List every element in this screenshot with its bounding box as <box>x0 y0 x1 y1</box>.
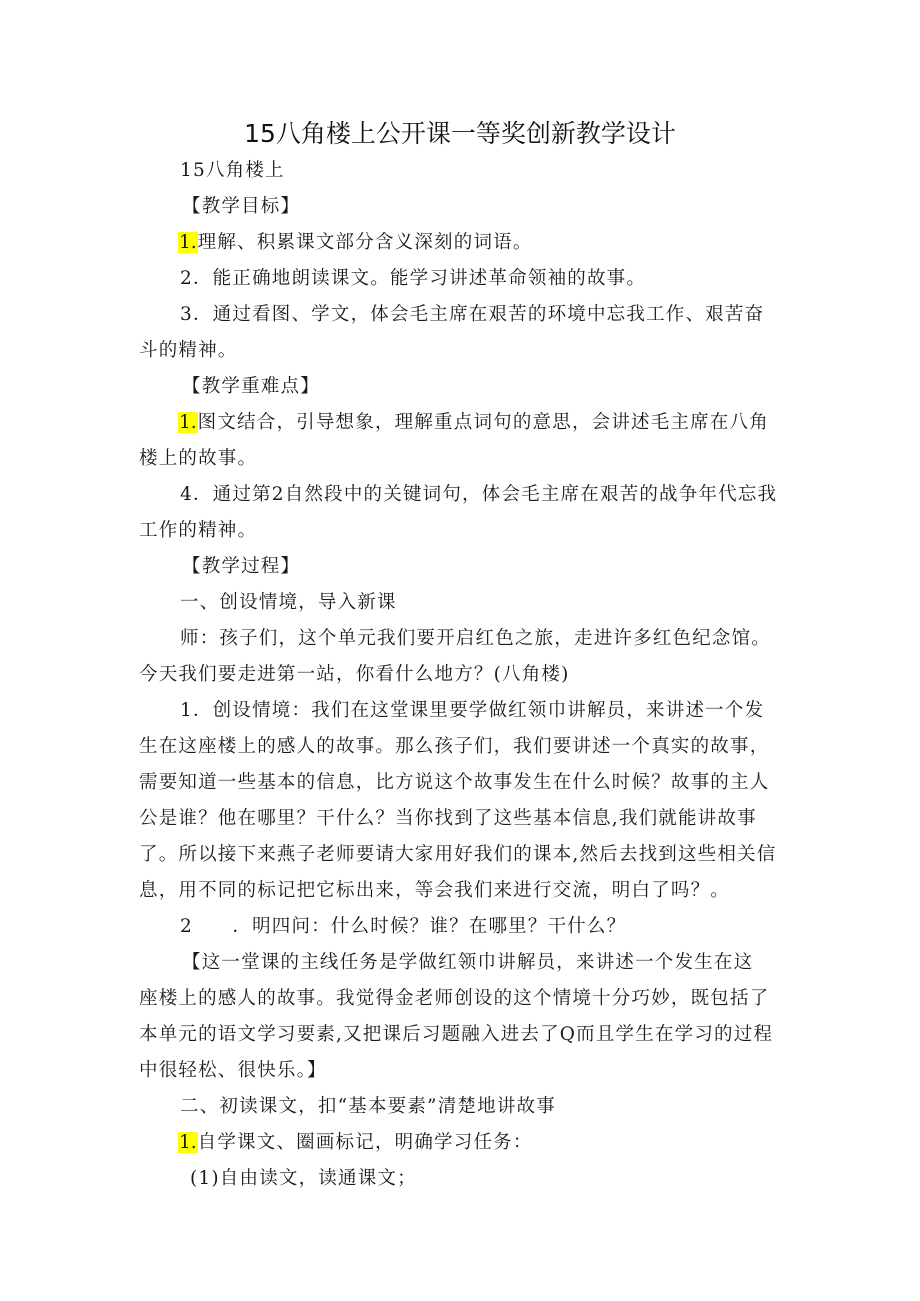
document-title: 15八角楼上公开课一等奖创新教学设计 <box>244 119 676 148</box>
process-step-2-heading: 二、初读课文，扣“基本要素”清楚地讲故事 <box>180 1096 556 1117</box>
objective-item-2: 2．能正确地朗读课文。能学习讲述革命领袖的故事。 <box>180 268 647 289</box>
teacher-speech-line-2: 今天我们要走进第一站，你看什么地方？(八角楼) <box>139 664 570 685</box>
key-point-item-1-text: 图文结合，引导想象，理解重点词句的意思，会讲述毛主席在八角 <box>197 412 769 433</box>
commentary-line-3: 本单元的语文学习要素,又把课后习题融入进去了Q而且学生在学习的过程 <box>139 1024 774 1045</box>
commentary-line-1: 【这一堂课的主线任务是学做红领巾讲解员，来讲述一个发生在这 <box>182 952 754 973</box>
section-heading-key-points: 【教学重难点】 <box>182 376 320 397</box>
teacher-speech-line-1: 师：孩子们，这个单元我们要开启红色之旅，走进许多红色纪念馆。 <box>180 628 772 649</box>
paragraph-1-line-2: 生在这座楼上的感人的故事。那么孩子们，我们要讲述一个真实的故事， <box>139 736 770 757</box>
process-step-2-item-1-text: 自学课文、圈画标记，明确学习任务： <box>197 1132 533 1153</box>
paragraph-1-line-5: 了。所以接下来燕子老师要请大家用好我们的课本,然后去找到这些相关信 <box>139 844 777 865</box>
key-point-item-1-line-1 <box>178 410 769 436</box>
objective-item-3-line-2: 斗的精神。 <box>139 340 238 361</box>
highlight-marker: 1. <box>179 412 197 433</box>
process-step-1-heading: 一、创设情境，导入新课 <box>180 592 397 613</box>
lesson-subtitle: 15八角楼上 <box>180 160 285 181</box>
section-heading-objectives: 【教学目标】 <box>182 196 301 217</box>
highlight-marker: 1. <box>179 1132 197 1153</box>
paragraph-1-line-6: 息，用不同的标记把它标出来，等会我们来进行交流，明白了吗？。 <box>139 880 731 901</box>
highlight-marker: 1. <box>179 232 197 253</box>
section-heading-process: 【教学过程】 <box>182 556 301 577</box>
paragraph-1-line-3: 需要知道一些基本的信息，比方说这个故事发生在什么时候？故事的主人 <box>139 772 770 793</box>
objective-item-1 <box>178 230 533 256</box>
paragraph-2: 2 ．明四问：什么时候？谁？在哪里？干什么？ <box>180 916 627 937</box>
key-point-item-4-line-1: 4．通过第2自然段中的关键词句，体会毛主席在艰苦的战争年代忘我 <box>180 484 778 505</box>
commentary-line-2: 座楼上的感人的故事。我觉得金老师创设的这个情境十分巧妙，既包括了 <box>139 988 770 1009</box>
commentary-line-4: 中很轻松、很快乐。】 <box>139 1060 327 1081</box>
paragraph-1-line-1: 1．创设情境：我们在这堂课里要学做红领巾讲解员，来讲述一个发 <box>180 700 765 721</box>
objective-item-3-line-1: 3．通过看图、学文，体会毛主席在艰苦的环境中忘我工作、艰苦奋 <box>180 304 765 325</box>
process-step-2-item-1 <box>178 1130 533 1156</box>
key-point-item-4-line-2: 工作的精神。 <box>139 520 258 541</box>
paragraph-1-line-4: 公是谁？他在哪里？干什么？当你找到了这些基本信息,我们就能讲故事 <box>139 808 757 829</box>
process-step-2-subitem-1: (1)自由读文，读通课文； <box>190 1168 417 1189</box>
key-point-item-1-line-2: 楼上的故事。 <box>139 448 258 469</box>
objective-item-1-text: 理解、积累课文部分含义深刻的词语。 <box>197 232 533 253</box>
